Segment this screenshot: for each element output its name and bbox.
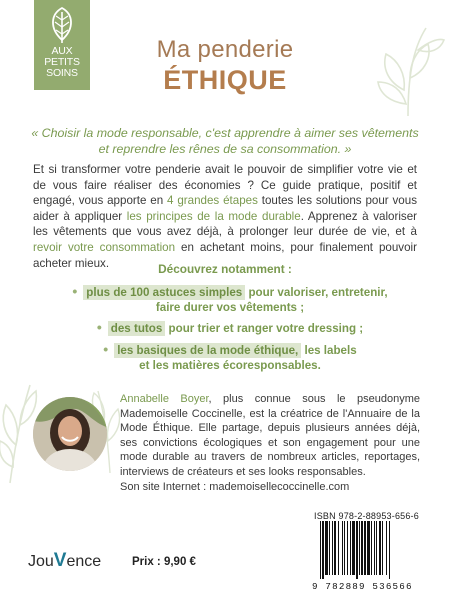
book-title-line2: ÉTHIQUE: [163, 65, 287, 95]
author-website: Son site Internet : mademoisellecoccinelle.com: [120, 480, 350, 493]
author-photo: [33, 397, 107, 471]
bullet-text: pour trier et ranger votre dressing ;: [165, 322, 364, 335]
author-portrait-image: [33, 397, 107, 471]
discover-bullet: [60, 342, 400, 373]
bullet-text: les labels: [301, 344, 357, 357]
author-bio: [120, 392, 420, 494]
discover-bullet: [60, 320, 400, 336]
isbn-label: ISBN 978-2-88953-656-6: [314, 511, 419, 521]
barcode-bar: [386, 521, 387, 575]
logo-text: Jou: [28, 553, 54, 570]
barcode-bar: [367, 521, 370, 575]
barcode-bar: [382, 521, 383, 575]
barcode-bar: [342, 521, 343, 575]
quote-line: et reprendre les rênes de sa consommation. »: [98, 142, 352, 156]
barcode-bar: [376, 521, 377, 575]
intro-highlight: les principes de la mode durable: [126, 209, 301, 223]
barcode-bar: [356, 521, 358, 579]
bullet-dot-icon: •: [72, 283, 78, 299]
logo-text: ence: [66, 553, 102, 570]
logo-text: V: [53, 550, 67, 571]
discover-bullet: [60, 284, 400, 315]
bullet-text: et les matières écoresponsables.: [139, 359, 321, 373]
barcode-bar: [361, 521, 363, 575]
intro-paragraph: [33, 162, 417, 271]
barcode-icon: [318, 521, 420, 579]
barcode-bar: [329, 521, 330, 575]
badge-line: AUX: [51, 45, 73, 57]
intro-text: en achetant moins, pour finalement pouvoir acheter mieux.: [33, 240, 417, 270]
barcode-bar: [347, 521, 348, 575]
discover-heading: Découvrez notamment :: [158, 262, 292, 276]
barcode-bar: [389, 521, 390, 579]
badge-line: SOINS: [46, 67, 78, 79]
bullet-highlight: les basiques de la mode éthique,: [114, 343, 301, 358]
bullet-highlight: plus de 100 astuces simples: [83, 285, 245, 300]
bullet-text: faire durer vos vêtements ;: [155, 301, 305, 315]
intro-text: Et si transformer votre penderie avait le pouvoir de simplifier votre vie et de vous faire réaliser des économies ? Ce guide pratique, positif et engagé, vous apporte en: [33, 163, 417, 208]
bio-text: , plus connue sous le pseudonyme Mademoiselle Coccinelle, est la créatrice de l'Annuaire de la Mode Éthique. Elle partage, depuis plusieurs années déjà, ses convictions écologiques et son engagement pour une mode durable au travers de nombreux articles, reportages, interviews de créateurs et ses looks responsables.: [120, 393, 420, 478]
bullet-text: pour valoriser, entretenir,: [245, 286, 388, 299]
barcode-bar: [364, 521, 366, 575]
barcode-bar: [371, 521, 372, 575]
barcode-bar: [350, 521, 351, 575]
barcode-digits: 9 782889 536566: [312, 581, 413, 592]
barcode-bar: [338, 521, 339, 575]
barcode-bar: [344, 521, 345, 575]
quote-line: « Choisir la mode responsable, c'est apprendre à aimer ses vêtements: [31, 126, 419, 140]
badge-line: PETITS: [44, 56, 80, 68]
price-label: Prix : 9,90 €: [132, 556, 196, 568]
intro-text: toutes les solutions pour vous aider à appliquer: [33, 194, 417, 223]
publisher-logo: [28, 550, 101, 572]
bullet-highlight: des tutos: [108, 321, 166, 336]
barcode-bar: [320, 521, 321, 579]
barcode-bar: [379, 521, 381, 575]
bullet-dot-icon: •: [103, 341, 109, 357]
barcode-bar: [322, 521, 324, 579]
intro-text: . Apprenez à valoriser les vêtements que vous avez déjà, à prolonger leur durée de vie, et à: [33, 209, 418, 239]
bullet-dot-icon: •: [96, 319, 102, 335]
barcode-bar: [332, 521, 333, 575]
intro-highlight: revoir votre consommation: [33, 240, 176, 254]
barcode-bar: [334, 521, 336, 575]
intro-highlight: 4 grandes étapes: [167, 194, 258, 208]
barcode-bar: [325, 521, 328, 575]
barcode-bar: [374, 521, 375, 575]
barcode-bar: [352, 521, 355, 575]
book-title-line1: Ma penderie: [156, 36, 294, 63]
pull-quote: [30, 125, 420, 157]
barcode-bar: [359, 521, 360, 575]
author-name: Annabelle Boyer: [120, 393, 209, 405]
